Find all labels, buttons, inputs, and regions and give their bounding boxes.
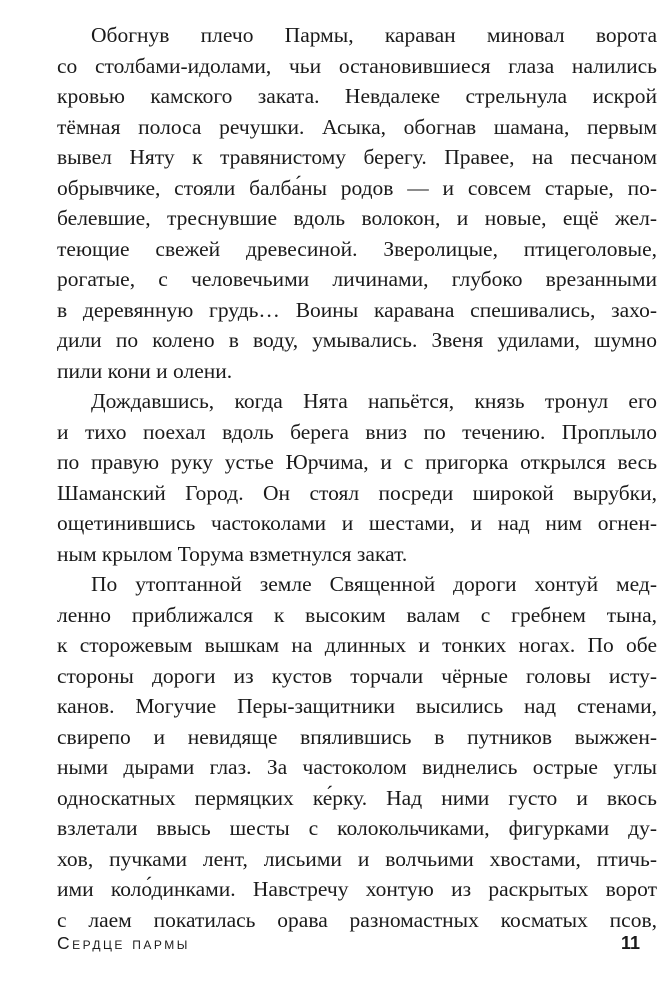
text-line: хов, пучками лент, лисьими и волчьими хвостами, птичь- — [57, 846, 657, 871]
text-line: свирепо и невидяще впялившись в путников выжжен- — [57, 724, 657, 749]
text-line: рогатые, с человечьими личинами, глубоко врезанными — [57, 267, 657, 291]
text-line: ими коло́динками. Навстречу хонтую из раскрытых ворот — [57, 877, 657, 901]
text-line: тёмная полоса речушки. Асыка, обогнав шамана, первым — [57, 114, 657, 139]
text-line: со столбами-идолами, чьи остановившиеся глаза налились — [57, 53, 657, 78]
text-line: Обогнув плечо Пармы, караван миновал ворота — [91, 23, 657, 47]
text-line: вывел Няту к травянистому берегу. Правее, на песчаном — [57, 145, 657, 169]
text-line: к сторожевым вышкам на длинных и тонких ногах. По обе — [57, 633, 657, 657]
paragraph-1 — [57, 20, 657, 386]
paragraph-3 — [57, 569, 657, 935]
running-title: Сердце пармы — [57, 933, 190, 953]
page-footer — [57, 928, 640, 958]
text-line: пили кони и олени. — [57, 358, 233, 383]
text-line: ощетинившись частоколами и шестами, и над ним огнен- — [57, 511, 657, 535]
page-number: 11 — [620, 933, 640, 953]
text-line: ным крылом Торума взметнулся закат. — [57, 541, 408, 566]
text-line: канов. Могучие Перы-защитники высились над стенами, — [57, 694, 657, 718]
paragraph-2 — [57, 386, 657, 569]
body-text — [57, 20, 657, 935]
text-line: в деревянную грудь… Воины каравана спешивались, захо- — [57, 297, 657, 322]
text-line: обрывчике, стояли балба́ны родов — и совсем старые, по- — [57, 175, 657, 200]
text-line: дили по колено в воду, умывались. Звеня удилами, шумно — [57, 328, 657, 352]
text-line: по правую руку устье Юрчима, и с пригорка открылся весь — [57, 450, 657, 474]
text-line: теющие свежей древесиной. Зверолицые, птицеголовые, — [57, 236, 657, 261]
text-line: односкатных пермяцких ке́рку. Над ними густо и вкось — [57, 785, 657, 810]
text-line: По утоптанной земле Священной дороги хонтуй мед- — [91, 572, 657, 596]
text-line: взлетали ввысь шесты с колокольчиками, фигурками ду- — [57, 816, 657, 840]
text-line: и тихо поехал вдоль берега вниз по течению. Проплыло — [57, 419, 657, 444]
text-line: ленно приближался к высоким валам с гребнем тына, — [57, 602, 657, 627]
text-line: Дождавшись, когда Нята напьётся, князь тронул его — [91, 389, 657, 413]
text-line: кровью камского заката. Невдалеке стрельнула искрой — [57, 84, 657, 108]
text-line: ными дырами глаз. За частоколом виднелись острые углы — [57, 755, 657, 779]
text-line: с лаем покатилась орава разномастных косматых псов, — [57, 907, 657, 932]
text-line: стороны дороги из кустов торчали чёрные головы исту- — [57, 663, 657, 688]
text-line: Шаманский Город. Он стоял посреди широкой вырубки, — [57, 480, 657, 505]
text-line: белевшие, треснувшие вдоль волокон, и новые, ещё жел- — [57, 206, 657, 230]
